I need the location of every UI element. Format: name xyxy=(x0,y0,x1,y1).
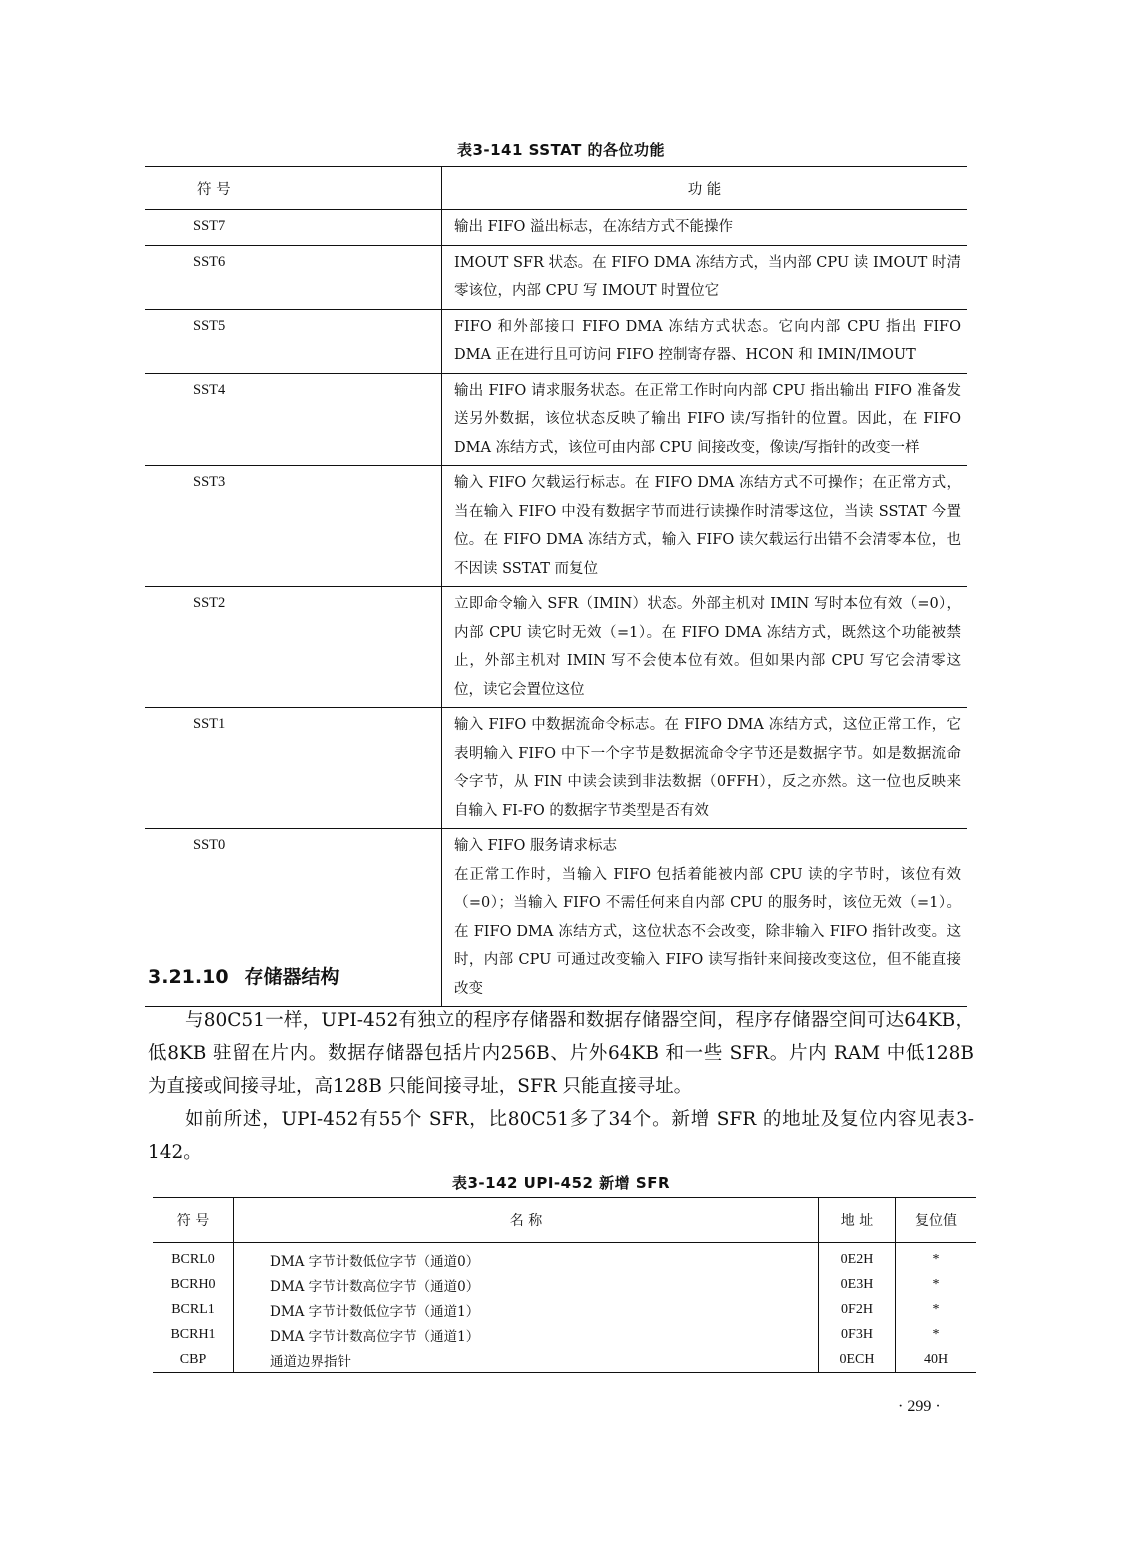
table-142-caption: 表3-142 UPI-452 新增 SFR xyxy=(451,1174,671,1192)
sfr-address: 0E2H xyxy=(819,1243,896,1273)
sfr-address: 0F3H xyxy=(819,1322,896,1347)
body-paragraph: 与80C51一样，UPI-452有独立的程序存储器和数据存储器空间，程序存储器空间可达64KB，低8KB 驻留在片内。数据存储器包括片内256B、片外64KB 和一些 SFR。片内 RAM 中低128B 为直接或间接寻址，高128B 只能间接寻址，SFR 只能直接寻址。 xyxy=(148,1010,974,1097)
new-sfr-table xyxy=(153,1197,976,1373)
table-row xyxy=(153,1272,976,1297)
bit-function: 输出 FIFO 请求服务状态。在正常工作时向内部 CPU 指出输出 FIFO 准备发送另外数据，该位状态反映了输出 FIFO 读/写指针的位置。因此，在 FIFO DMA 冻结方式，该位可由内部 CPU 间接改变，像读/写指针的改变一样 xyxy=(442,373,968,466)
sfr-reset-value: * xyxy=(896,1272,977,1297)
table-row xyxy=(153,1322,976,1347)
sfr-address: 0ECH xyxy=(819,1347,896,1373)
sfr-symbol: BCRH0 xyxy=(170,1276,216,1292)
table-row xyxy=(145,210,967,246)
body-paragraph: 如前所述，UPI-452有55个 SFR，比80C51多了34个。新增 SFR 的地址及复位内容见表3-142。 xyxy=(148,1109,974,1163)
sfr-symbol: BCRL0 xyxy=(171,1251,215,1267)
table-row xyxy=(145,708,967,829)
column-header-symbol: 符 号 xyxy=(145,167,442,210)
bit-function: 输入 FIFO 欠载运行标志。在 FIFO DMA 冻结方式不可操作；在正常方式，当在输入 FIFO 中没有数据字节而进行读操作时清零这位，当读 SSTAT 今置位。在 FIFO DMA 冻结方式，输入 FIFO 读欠载运行出错不会清零本位，也不因读 SSTAT 而复位 xyxy=(442,466,968,587)
bit-symbol: SST3 xyxy=(145,466,442,587)
sfr-reset-value: * xyxy=(896,1297,977,1322)
table-row xyxy=(153,1243,976,1273)
table-row xyxy=(145,309,967,373)
table-row xyxy=(145,245,967,309)
column-header-name: 名 称 xyxy=(234,1198,819,1243)
sfr-symbol: BCRH1 xyxy=(170,1326,216,1342)
column-header-reset: 复位值 xyxy=(896,1198,977,1243)
sfr-reset-value: * xyxy=(896,1322,977,1347)
table-row xyxy=(145,373,967,466)
sfr-name: DMA 字节计数高位字节（通道1） xyxy=(234,1322,819,1347)
section-number: 3.21.10 xyxy=(148,966,229,988)
sstat-bit-table xyxy=(145,166,967,1007)
column-header-address: 地 址 xyxy=(819,1198,896,1243)
table-row xyxy=(153,1347,976,1373)
bit-function-line: 输入 FIFO 服务请求标志 xyxy=(454,838,617,854)
sfr-symbol: BCRL1 xyxy=(171,1301,215,1317)
sfr-reset-value: 40H xyxy=(896,1347,977,1373)
table-row xyxy=(145,466,967,587)
bit-symbol: SST6 xyxy=(145,245,442,309)
table-row xyxy=(145,587,967,708)
bit-function: IMOUT SFR 状态。在 FIFO DMA 冻结方式，当内部 CPU 读 IMOUT 时清零该位，内部 CPU 写 IMOUT 时置位它 xyxy=(442,245,968,309)
bit-function: 输入 FIFO 中数据流命令标志。在 FIFO DMA 冻结方式，这位正常工作，它表明输入 FIFO 中下一个字节是数据流命令字节还是数据字节。如是数据流命令字节，从 FIN 中读会读到非法数据（0FFH），反之亦然。这一位也反映来自输入 FI-FO 的数据字节类型是否有效 xyxy=(442,708,968,829)
column-header-function: 功 能 xyxy=(442,167,968,210)
bit-function: 立即命令输入 SFR（IMIN）状态。外部主机对 IMIN 写时本位有效（=0），内部 CPU 读它时无效（=1）。在 FIFO DMA 冻结方式，既然这个功能被禁止，外部主机对 IMIN 写不会使本位有效。但如果内部 CPU 写它会清零这位，读它会置位这位 xyxy=(442,587,968,708)
table-row xyxy=(153,1297,976,1322)
table-141-caption: 表3-141 SSTAT 的各位功能 xyxy=(456,141,666,159)
column-header-symbol: 符 号 xyxy=(153,1198,234,1243)
bit-symbol: SST4 xyxy=(145,373,442,466)
bit-symbol: SST7 xyxy=(145,210,442,246)
bit-function xyxy=(442,829,968,1007)
sfr-symbol: CBP xyxy=(153,1347,234,1373)
bit-function: FIFO 和外部接口 FIFO DMA 冻结方式状态。它向内部 CPU 指出 FIFO DMA 正在进行且可访问 FIFO 控制寄存器、HCON 和 IMIN/IMOUT xyxy=(442,309,968,373)
sfr-name: DMA 字节计数低位字节（通道0） xyxy=(234,1243,819,1273)
sfr-name: DMA 字节计数高位字节（通道0） xyxy=(234,1272,819,1297)
sfr-address: 0F2H xyxy=(819,1297,896,1322)
bit-symbol: SST1 xyxy=(145,708,442,829)
sfr-name: 通道边界指针 xyxy=(234,1347,819,1373)
bit-function-line: 在正常工作时，当输入 FIFO 包括着能被内部 CPU 读的字节时，该位有效（=0）；当输入 FIFO 不需任何来自内部 CPU 的服务时，该位无效（=1）。在 FIFO DMA 冻结方式，这位状态不会改变，除非输入 FIFO 指针改变。这时，内部 CPU 可通过改变输入 FIFO 读写指针来间接改变这位，但不能直接改变 xyxy=(454,866,961,997)
sfr-reset-value: * xyxy=(896,1243,977,1273)
bit-function: 输出 FIFO 溢出标志，在冻结方式不能操作 xyxy=(442,210,968,246)
bit-symbol: SST5 xyxy=(145,309,442,373)
sfr-name: DMA 字节计数低位字节（通道1） xyxy=(234,1297,819,1322)
section-title: 存储器结构 xyxy=(244,966,340,988)
bit-symbol: SST0 xyxy=(145,829,442,1007)
page-number: · 299 · xyxy=(898,1398,941,1415)
section-heading xyxy=(148,962,340,989)
sfr-address: 0E3H xyxy=(819,1272,896,1297)
bit-symbol: SST2 xyxy=(145,587,442,708)
